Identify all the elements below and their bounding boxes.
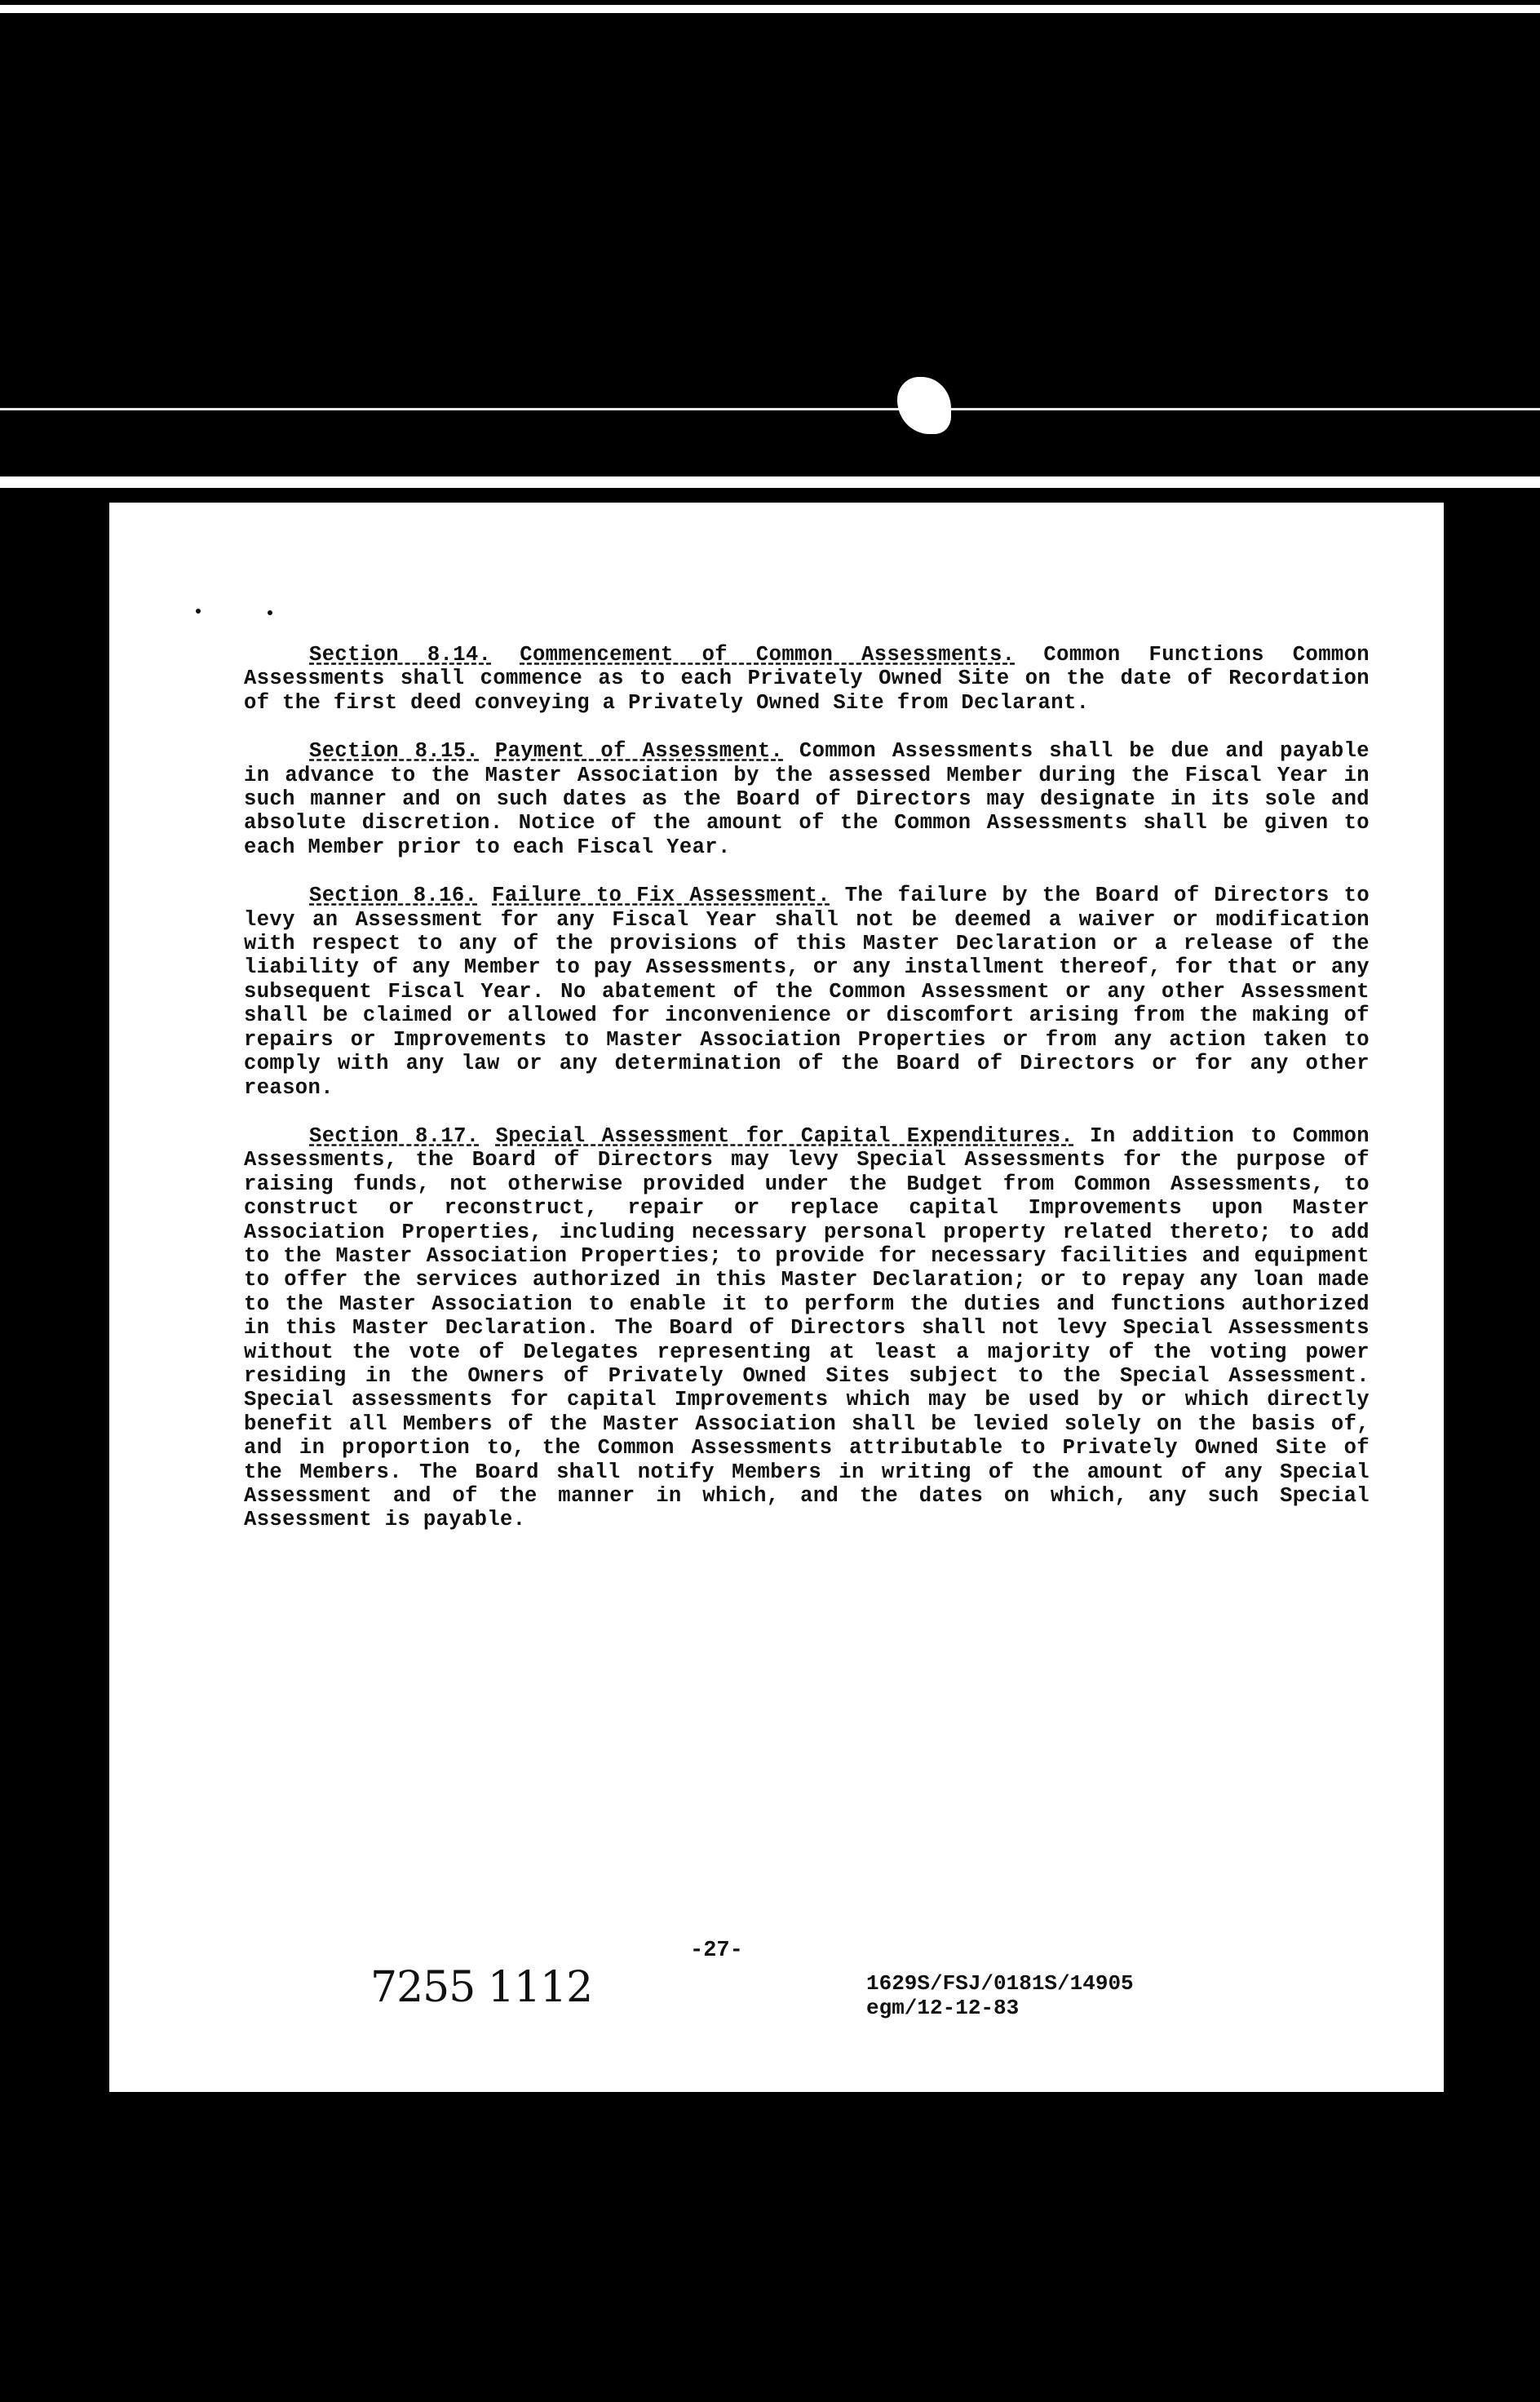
scan-artifact <box>897 377 951 434</box>
section-number: Section 8.17. <box>309 1123 480 1148</box>
document-body <box>244 643 1370 1557</box>
scan-edge-lower <box>0 476 1540 488</box>
section-number: Section 8.16. <box>309 884 478 908</box>
doc-date-line: egm/12-12-83 <box>866 1996 1020 2020</box>
stray-mark <box>268 610 272 615</box>
section-8-16 <box>244 884 1370 1100</box>
section-number: Section 8.15. <box>309 739 480 764</box>
document-page <box>109 503 1444 2092</box>
section-title: Commencement of Common Assessments. <box>520 643 1016 667</box>
section-text: Common Assessments shall be due and payable in advance to the Master Association by the assessed Member during the Fiscal Year in such manner and on such dates as the Board of Directors may designate in its sole and absolute discretion. Notice of the amount of the Common Assessments shall be given to each Member prior to each Fiscal Year. <box>244 739 1370 859</box>
section-title: Failure to Fix Assessment. <box>492 884 830 908</box>
section-8-17 <box>244 1124 1370 1532</box>
section-text: The failure by the Board of Directors to levy an Assessment for any Fiscal Year shall not be deemed a waiver or modification with respect to any of the provisions of this Master Declaration or a release of the liability of any Member to pay Assessments, or any installment thereof, for that or any subsequent Fiscal Year. No abatement of the Common Assessment or any other Assessment shall be claimed or allowed for inconvenience or discomfort arising from the making of repairs or Improvements to Master Association Properties or from any action taken to comply with any law or any determination of the Board of Directors or for any other reason. <box>244 884 1370 1100</box>
section-8-14 <box>244 643 1370 715</box>
section-title: Payment of Assessment. <box>494 739 784 764</box>
doc-code-line: 1629S/FSJ/0181S/14905 <box>866 1971 1134 1996</box>
recording-stamp: 7255 1112 <box>370 1963 593 2012</box>
document-code <box>866 1971 1134 2020</box>
stray-mark <box>196 609 201 614</box>
section-text: Common Functions Common Assessments shall commence as to each Privately Owned Site on the date of Recordation of the first deed conveying a Privately Owned Site from Declarant. <box>244 643 1370 715</box>
page-number: -27- <box>690 1939 743 1963</box>
section-8-15 <box>244 739 1370 859</box>
scan-edge-top <box>0 5 1540 13</box>
section-text: In addition to Common Assessments, the Board of Directors may levy Special Assessments for the purpose of raising funds, not otherwise provided under the Budget from Common Assessments, to construct or reconstruct, repair or replace capital Improvements upon Master Association Properties, including necessary personal property related thereto; to add to the Master Association Properties; to provide for necessary facilities and equipment to offer the services authorized in this Master Declaration; or to repay any loan made to the Master Association to enable it to perform the duties and functions authorized in this Master Declaration. The Board of Directors shall not levy Special Assessments without the vote of Delegates representing at least a majority of the voting power residing in the Owners of Privately Owned Sites subject to the Special Assessment. Special assessments for capital Improvements which may be used by or which directly benefit all Members of the Master Association shall be levied solely on the basis of, and in proportion to, the Common Assessments attributable to Privately Owned Site of the Members. The Board shall notify Members in writing of the amount of any Special Assessment and of the manner in which, and the dates on which, any such Special Assessment is payable. <box>244 1123 1370 1532</box>
scan-edge-middle <box>0 408 1540 410</box>
section-number: Section 8.14. <box>309 643 492 667</box>
section-title: Special Assessment for Capital Expenditures. <box>495 1123 1074 1148</box>
